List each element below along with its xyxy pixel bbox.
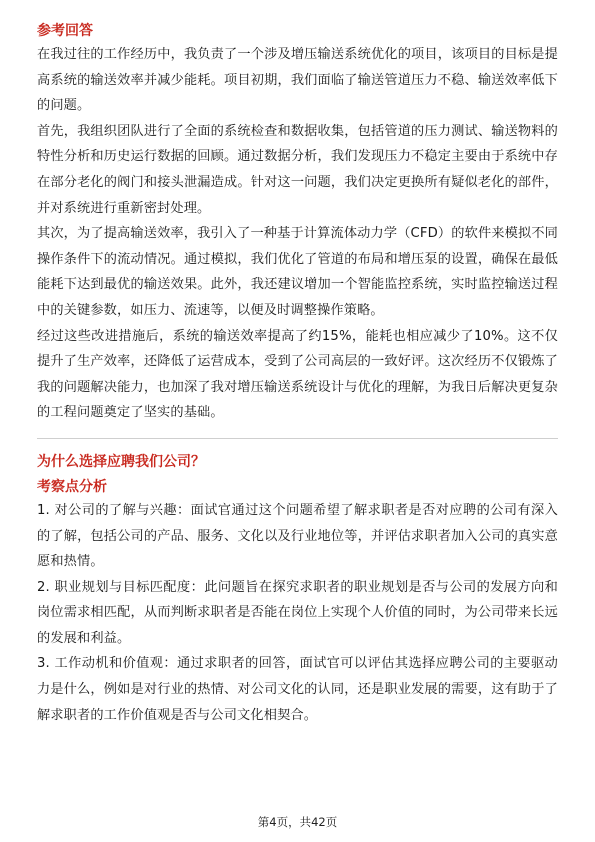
analysis-heading: 考察点分析: [37, 478, 107, 495]
analysis-point-1: 1. 对公司的了解与兴趣：面试官通过这个问题希望了解求职者是否对应聘的公司有深入的了解，包括公司的产品、服务、文化以及行业地位等，并评估求职者加入公司的真实意愿和热情。: [37, 502, 558, 570]
answer-paragraph-2: 首先，我组织团队进行了全面的系统检查和数据收集，包括管道的压力测试、输送物料的特性分析和历史运行数据的回顾。通过数据分析，我们发现压力不稳定主要由于系统中存在部分老化的阀门和接头泄漏造成。针对这一问题，我们决定更换所有疑似老化的部件，并对系统进行重新密封处理。: [37, 123, 558, 216]
question-title: 为什么选择应聘我们公司？: [37, 453, 205, 470]
answer-paragraph-4: 经过这些改进措施后，系统的输送效率提高了约15%，能耗也相应减少了10%。这不仅提升了生产效率，还降低了运营成本，受到了公司高层的一致好评。这次经历不仅锻炼了我的问题解决能力，也加深了我对增压输送系统设计与优化的理解，为我日后解决更复杂的工程问题奠定了坚实的基础。: [37, 328, 558, 421]
section-divider: [37, 438, 558, 439]
analysis-point-2: 2. 职业规划与目标匹配度：此问题旨在探究求职者的职业规划是否与公司的发展方向和岗位需求相匹配，从而判断求职者是否能在岗位上实现个人价值的同时，为公司带来长远的发展和利益。: [37, 579, 558, 646]
page-number: 第4页，共42页: [257, 815, 338, 829]
answer-paragraph-1: 在我过往的工作经历中，我负责了一个涉及增压输送系统优化的项目，该项目的目标是提高系统的输送效率并减少能耗。项目初期，我们面临了输送管道压力不稳、输送效率低下的问题。: [37, 47, 558, 114]
document-page: [37, 20, 558, 728]
analysis-point-3: 3. 工作动机和价值观：通过求职者的回答，面试官可以评估其选择应聘公司的主要驱动力是什么，例如是对行业的热情、对公司文化的认同，还是职业发展的需要，这有助于了解求职者的工作价值观是否与公司文化相契合。: [37, 656, 558, 723]
answer-heading: 参考回答: [37, 23, 93, 39]
answer-paragraph-3: 其次，为了提高输送效率，我引入了一种基于计算流体动力学（CFD）的软件来模拟不同操作条件下的流动情况。通过模拟，我们优化了管道的布局和增压泵的设置，确保在最低能耗下达到最优的输送效果。此外，我还建议增加一个智能监控系统，实时监控输送过程中的关键参数，如压力、流速等，以便及时调整操作策略。: [37, 226, 558, 318]
